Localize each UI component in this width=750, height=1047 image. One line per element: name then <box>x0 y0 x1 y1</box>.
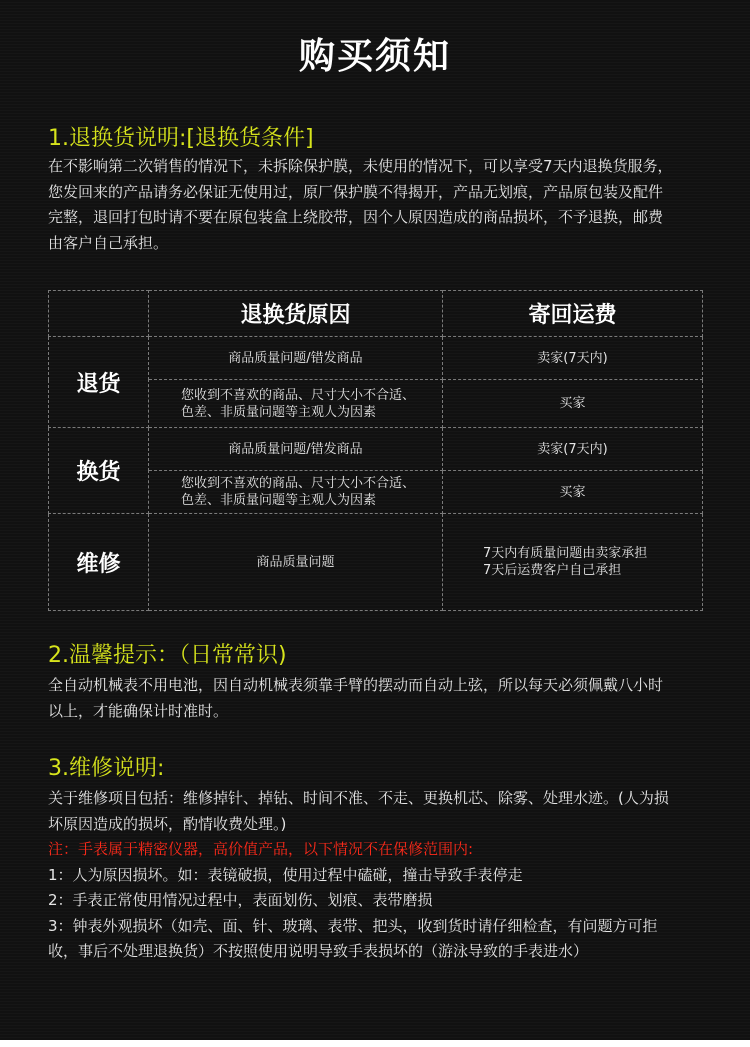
reason-line: 您收到不喜欢的商品、尺寸大小不合适、 <box>181 387 416 403</box>
returns-line: 您发回来的产品请务必保证无使用过，原厂保护膜不得揭开，产品无划痕，产品原包装及配件 <box>48 182 664 201</box>
returns-line: 完整，退回打包时请不要在原包装盒上绕胶带，因个人原因造成的商品损坏，不予退换，邮费 <box>48 208 664 226</box>
category-repair: 维修 <box>49 514 149 611</box>
table-header-shipping: 寄回运费 <box>443 291 703 337</box>
returns-description <box>48 154 708 256</box>
section-heading-tips: 2.温馨提示：（日常常识) <box>48 643 287 668</box>
returns-line: 由客户自己承担。 <box>48 233 169 252</box>
returns-line: 在不影响第二次销售的情况下，未拆除保护膜，未使用的情况下，可以享受7天内退换货服务， <box>48 157 673 175</box>
category-return: 退货 <box>49 337 149 428</box>
shipping-cell <box>443 514 703 611</box>
warranty-note: 注：手表属于精密仪器，高价值产品，以下情况不在保修范围内: <box>48 840 474 858</box>
reason-cell: 商品质量问题/错发商品 <box>149 428 443 471</box>
tips-line: 全自动机械表不用电池，因自动机械表须靠手臂的摆动而自动上弦，所以每天必须佩戴八小时 <box>48 676 664 694</box>
reason-line: 色差、非质量问题等主观人为因素 <box>181 404 377 420</box>
repair-item: 1：人为原因损坏。如：表镜破损，使用过程中磕碰，撞击导致手表停走 <box>48 865 523 884</box>
table-header-row <box>49 291 703 337</box>
tips-line: 以上，才能确保计时准时。 <box>48 701 229 720</box>
reason-cell: 商品质量问题 <box>149 514 443 611</box>
bottom-divider <box>0 1040 750 1047</box>
category-exchange: 换货 <box>49 428 149 514</box>
table-row <box>49 428 703 471</box>
reason-cell <box>149 471 443 514</box>
repair-intro-line: 坏原因造成的损坏，酌情收费处理。) <box>48 814 287 833</box>
shipping-line: 7天内有质量问题由卖家承担 <box>483 546 648 561</box>
shipping-cell: 买家 <box>443 380 703 428</box>
shipping-cell: 买家 <box>443 471 703 514</box>
shipping-cell: 卖家(7天内) <box>443 428 703 471</box>
repair-description <box>48 786 708 965</box>
repair-item: 2：手表正常使用情况过程中，表面划伤、划痕、表带磨损 <box>48 891 433 909</box>
repair-item: 收，事后不处理退换货）不按照使用说明导致手表损坏的（游泳导致的手表进水） <box>48 942 589 960</box>
table-header-reason: 退换货原因 <box>149 291 443 337</box>
table-header-empty <box>49 291 149 337</box>
table-row <box>49 337 703 380</box>
reason-line: 您收到不喜欢的商品、尺寸大小不合适、 <box>181 476 416 491</box>
shipping-cell: 卖家(7天内) <box>443 337 703 380</box>
section-heading-returns: 1.退换货说明:[退换货条件] <box>48 126 314 151</box>
reason-cell <box>149 380 443 428</box>
repair-intro-line: 关于维修项目包括：维修掉针、掉钻、时间不准、不走、更换机芯、除雾、处理水迹。(人为损 <box>48 789 669 807</box>
reason-cell: 商品质量问题/错发商品 <box>149 337 443 380</box>
shipping-line: 7天后运费客户自己承担 <box>483 563 622 578</box>
page-title: 购买须知 <box>298 36 451 77</box>
tips-description <box>48 673 708 724</box>
repair-item: 3：钟表外观损坏（如壳、面、针、玻璃、表带、把头，收到货时请仔细检查，有问题方可拒 <box>48 916 658 935</box>
reason-line: 色差、非质量问题等主观人为因素 <box>181 493 377 508</box>
table-row <box>49 514 703 611</box>
section-heading-repair: 3.维修说明: <box>48 756 165 781</box>
return-policy-table <box>48 290 703 611</box>
